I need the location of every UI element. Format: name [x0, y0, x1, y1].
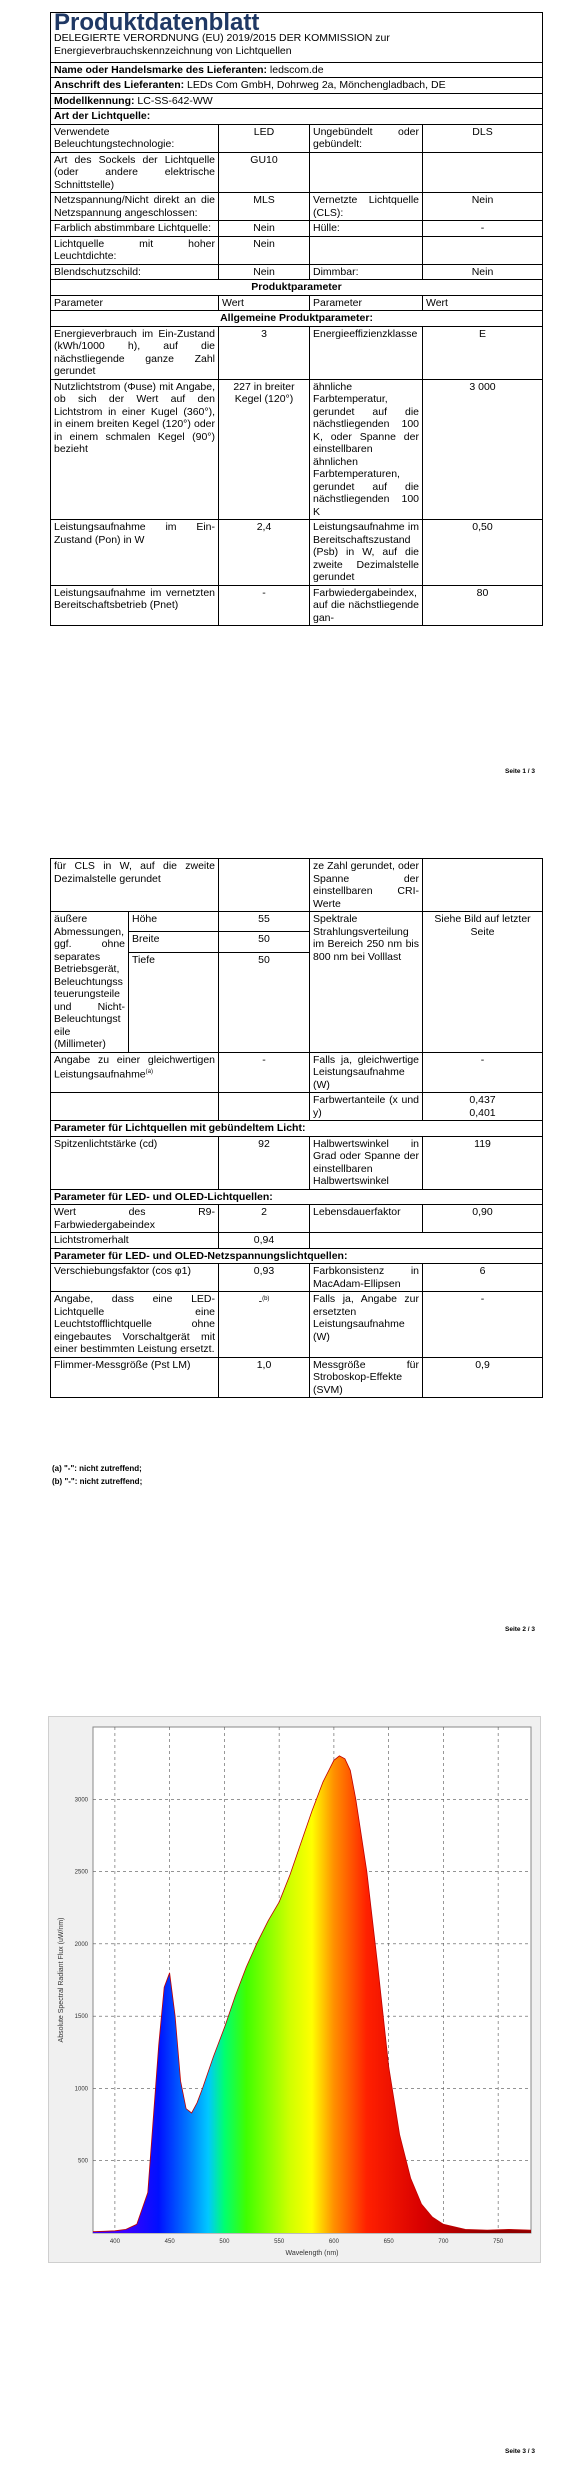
page-footer-2: Seite 2 / 3 [505, 1626, 535, 1633]
cell-value: 0,9 [423, 1357, 543, 1398]
cell-value: 3 000 [423, 379, 543, 520]
cell-value: Nein [219, 221, 310, 237]
mains-header: Parameter für LED- und OLED-Netzspannungslichtquellen: [51, 1248, 543, 1264]
cell-label: Verwendete Beleuchtungstechnologie: [51, 124, 219, 152]
cell-empty [423, 152, 543, 193]
equiv-label: Angabe zu einer gleichwertigen Leistungsaufnahme [54, 1053, 216, 1081]
spectral-label: Spektrale Strahlungsverteilung im Bereich 250 nm bis 800 nm bei Volllast [310, 912, 423, 1053]
cell-label: Farbwertanteile (x und y) [310, 1093, 423, 1121]
cell-label: Dimmbar: [310, 264, 423, 280]
brand-row [51, 62, 543, 78]
cell-label: Farblich abstimmbare Lichtquelle: [51, 221, 219, 237]
cell-label: Halbwertswinkel in Grad oder Spanne der einstellbaren Halbwertswinkel [310, 1136, 423, 1189]
page-footer-1: Seite 1 / 3 [505, 768, 535, 775]
cell-empty [423, 859, 543, 912]
cell-label: Ungebündelt oder gebündelt: [310, 124, 423, 152]
type-header: Art der Lichtquelle: [51, 109, 543, 125]
y-tick-label: 1500 [74, 2014, 88, 2021]
params-header: Produktparameter [51, 280, 543, 296]
y-tick-label: 2500 [74, 1869, 88, 1876]
y-tick-label: 500 [77, 2158, 88, 2165]
col-header: Wert [423, 295, 543, 311]
cell-label: Blendschutzschild: [51, 264, 219, 280]
cell-label: Hülle: [310, 221, 423, 237]
cell-label: Angabe, dass eine LED-Lichtquelle eine Leuchtstofflichtquelle ohne eingebautes Vorschaltgerät mit einer bestimmten Leistung ersetzt. [51, 1292, 219, 1358]
equiv-row [51, 1052, 543, 1093]
address-row [51, 78, 543, 94]
cell-value: - [423, 1052, 543, 1093]
cell-label: Lichtstromerhalt [51, 1233, 219, 1249]
spectrum-chart [49, 1717, 540, 2262]
cell-label: Wert des R9-Farbwiedergabeindex [51, 1205, 219, 1233]
dim-name: Breite [129, 932, 219, 952]
cell-label: Farbwiedergabeindex, auf die nächstliegende gan- [310, 585, 423, 626]
footnote-ref: (a) [145, 1069, 153, 1075]
x-tick-label: 650 [383, 2239, 394, 2245]
y-tick-label: 2000 [74, 1941, 88, 1948]
datasheet-table-2 [50, 858, 543, 1398]
cell-value: - [258, 1295, 263, 1308]
dim-name: Tiefe [129, 952, 219, 1052]
cell-value: 3 [219, 326, 310, 379]
cell-label: Falls ja, gleichwertige Leistungsaufnahme (W) [310, 1052, 423, 1093]
general-params-header: Allgemeine Produktparameter: [51, 311, 543, 327]
cell-value: - [423, 221, 543, 237]
cell-empty [310, 236, 423, 264]
dim-value: 50 [219, 952, 310, 1052]
page-title: Produktdatenblatt [54, 9, 260, 36]
cell-label: Falls ja, Angabe zur ersetzten Leistungsaufnahme (W) [310, 1292, 423, 1358]
led-header: Parameter für LED- und OLED-Lichtquellen: [51, 1189, 543, 1205]
cell-value: 0,90 [423, 1205, 543, 1233]
type-row [51, 124, 543, 152]
cell-label: Art des Sockels der Lichtquelle (oder andere elektrische Schnittstelle) [51, 152, 219, 193]
footnote-b: (b) "-": nicht zutreffend; [52, 1477, 143, 1486]
brand-value: ledscom.de [269, 63, 324, 76]
cell-label: Leistungsaufnahme im Bereitschaftszustand (Psb) in W, auf die zweite Dezimalstelle gerundet [310, 520, 423, 586]
col-header: Parameter [310, 295, 423, 311]
chroma-x: 0,437 [469, 1094, 496, 1106]
dim-name: Höhe [129, 912, 219, 932]
footnote-ref: (b) [262, 1296, 270, 1302]
cell-empty [51, 1093, 219, 1121]
col-header: Parameter [51, 295, 219, 311]
param-row [51, 326, 543, 379]
cell-value: 80 [423, 585, 543, 626]
x-axis-label: Wavelength (nm) [285, 2250, 339, 2257]
chroma-value-cell [423, 1093, 543, 1121]
cell-label: ze Zahl gerundet, oder Spanne der einstellbaren CRI-Werte [310, 859, 423, 912]
cell-label: Farbkonsistenz in MacAdam-Ellipsen [310, 1264, 423, 1292]
cell-label: Lichtquelle mit hoher Leuchtdichte: [51, 236, 219, 264]
cell-label: Spitzenlichtstärke (cd) [51, 1136, 219, 1189]
cell-empty [219, 1093, 310, 1121]
cell-value: Nein [219, 264, 310, 280]
cell-label: Lebensdauerfaktor [310, 1205, 423, 1233]
x-tick-label: 550 [274, 2239, 285, 2245]
footnote-a: (a) "-": nicht zutreffend; [52, 1464, 142, 1473]
cell-value: 0,93 [219, 1264, 310, 1292]
y-tick-label: 1000 [74, 2086, 88, 2093]
cell-label: Messgröße für Stroboskop-Effekte (SVM) [310, 1357, 423, 1398]
cell-value: - [219, 1052, 310, 1093]
cell-value: E [423, 326, 543, 379]
cell-label: Energieeffizienzklasse [310, 326, 423, 379]
continued-row [51, 859, 543, 912]
regulation-text: DELEGIERTE VERORDNUNG (EU) 2019/2015 DER KOMMISSION zur Energieverbrauchskennzeichnung von Lichtquellen [54, 31, 390, 57]
datasheet-part-1 [50, 9, 542, 626]
x-tick-label: 750 [493, 2239, 504, 2245]
cell-empty [423, 236, 543, 264]
cell-value: MLS [219, 193, 310, 221]
directional-header: Parameter für Lichtquellen mit gebündeltem Licht: [51, 1121, 543, 1137]
mains-row [51, 1357, 543, 1398]
dims-label: äußere Abmessungen, ggf. ohne separates Betriebsgerät, Beleuchtungssteuerungsteile und Nicht-Beleuchtungsteile (Millimeter) [51, 912, 129, 1053]
type-row [51, 221, 543, 237]
address-label: Anschrift des Lieferanten: [54, 79, 185, 91]
page-footer-3: Seite 3 / 3 [505, 2448, 535, 2455]
cell-value: - [423, 1292, 543, 1358]
footnotes [52, 1462, 142, 1488]
cell-value: 227 in breiter Kegel (120°) [219, 379, 310, 520]
spectral-value: Siehe Bild auf letzter Seite [423, 912, 543, 1053]
datasheet-table-1 [50, 9, 543, 626]
type-row [51, 193, 543, 221]
cell-value: 2,4 [219, 520, 310, 586]
cell-empty [423, 1233, 543, 1249]
type-row [51, 152, 543, 193]
x-tick-label: 700 [438, 2239, 449, 2245]
cell-value: 0,50 [423, 520, 543, 586]
x-tick-label: 600 [328, 2239, 339, 2245]
param-row [51, 379, 543, 520]
led-row [51, 1205, 543, 1233]
cell-value: DLS [423, 124, 543, 152]
cell-value: Nein [219, 236, 310, 264]
type-row [51, 236, 543, 264]
cell-label: für CLS in W, auf die zweite Dezimalstelle gerundet [51, 859, 219, 912]
model-row [51, 93, 543, 109]
cell-value: GU10 [219, 152, 310, 193]
cell-label: Leistungsaufnahme im vernetzten Bereitschaftsbetrieb (Pnet) [51, 585, 219, 626]
cell-value: Nein [423, 193, 543, 221]
x-tick-label: 500 [219, 2239, 230, 2245]
params-column-headers [51, 295, 543, 311]
mains-row [51, 1264, 543, 1292]
led-row [51, 1233, 543, 1249]
model-value: LC-SS-642-WW [137, 94, 213, 107]
param-row [51, 585, 543, 626]
equiv-label-cell [51, 1052, 219, 1093]
cell-label: Flimmer-Messgröße (Pst LM) [51, 1357, 219, 1398]
cell-label: Vernetzte Lichtquelle (CLS): [310, 193, 423, 221]
cell-value: Nein [423, 264, 543, 280]
cell-value: 2 [219, 1205, 310, 1233]
col-header: Wert [219, 295, 310, 311]
m2-value-cell [219, 1292, 310, 1358]
cell-value: 0,94 [219, 1233, 310, 1249]
cell-empty [219, 859, 310, 912]
mains-row [51, 1292, 543, 1358]
cell-label: Nutzlichtstrom (Φuse) mit Angabe, ob sich der Wert auf den Lichtstrom in einer Kugel (360°), in einem breiten Kegel (120°) oder in einem schmalen Kegel (90°) bezieht [51, 379, 219, 520]
cell-label: ähnliche Farbtemperatur, gerundet auf die nächstliegenden 100 K, oder Spanne der einstellbaren ähnlichen Farbtemperaturen, gerundet auf die nächstliegenden 100 K [310, 379, 423, 520]
cell-value: 119 [423, 1136, 543, 1189]
cell-empty [310, 152, 423, 193]
cell-label: Verschiebungsfaktor (cos φ1) [51, 1264, 219, 1292]
x-tick-label: 450 [164, 2239, 175, 2245]
cell-value: 6 [423, 1264, 543, 1292]
model-label: Modellkennung: [54, 94, 135, 107]
dim-value: 50 [219, 932, 310, 952]
x-tick-label: 400 [109, 2239, 120, 2245]
brand-label: Name oder Handelsmarke des Lieferanten: [54, 63, 267, 76]
cell-value: 1,0 [219, 1357, 310, 1398]
spectrum-chart-frame [48, 1716, 541, 2263]
datasheet-part-2 [50, 858, 542, 1398]
y-axis-label: Absolute Spectral Radiant Flux (uW/nm) [58, 1917, 65, 2043]
chroma-row [51, 1093, 543, 1121]
dims-row [51, 912, 543, 932]
cell-value: LED [219, 124, 310, 152]
type-row [51, 264, 543, 280]
cell-label: Leistungsaufnahme im Ein-Zustand (Pon) in W [51, 520, 219, 586]
chroma-y: 0,401 [469, 1106, 496, 1119]
param-row [51, 520, 543, 586]
dim-value: 55 [219, 912, 310, 932]
cell-label: Energieverbrauch im Ein-Zustand (kWh/1000 h), auf die nächstliegende ganze Zahl gerundet [51, 326, 219, 379]
cell-empty [310, 1233, 423, 1249]
directional-row [51, 1136, 543, 1189]
address-value: LEDs Com GmbH, Dohrweg 2a, Mönchengladbach, DE [187, 79, 446, 91]
y-tick-label: 3000 [74, 1797, 88, 1804]
cell-label: Netzspannung/Nicht direkt an die Netzspannung angeschlossen: [51, 193, 219, 221]
cell-value: 92 [219, 1136, 310, 1189]
cell-value: - [219, 585, 310, 626]
